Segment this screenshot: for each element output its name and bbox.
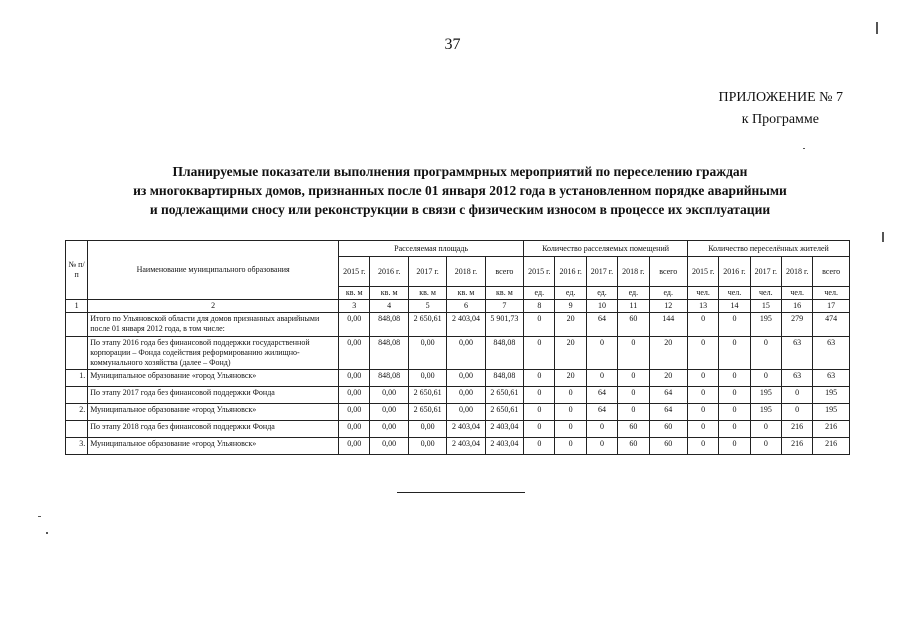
cell-value: 216: [813, 421, 850, 438]
header-group-area: Расселяемая площадь: [339, 241, 524, 257]
row-num: [66, 421, 88, 438]
cell-value: 0: [719, 337, 750, 370]
table-row: [66, 438, 850, 455]
header-year: 2018 г.: [447, 257, 485, 287]
cell-value: 0: [586, 438, 617, 455]
cell-value: 0: [524, 370, 555, 387]
row-name: Итого по Ульяновской области для домов признанных аварийными после 01 января 2012 года, в том числе:: [88, 313, 339, 337]
appendix-title: ПРИЛОЖЕНИЕ № 7: [718, 90, 843, 105]
header-unit: кв. м: [339, 287, 370, 300]
cell-value: 195: [750, 313, 781, 337]
header-unit: ед.: [524, 287, 555, 300]
cell-value: 64: [586, 313, 617, 337]
cell-value: 0: [687, 438, 718, 455]
cell-value: 64: [586, 387, 617, 404]
header-unit: кв. м: [370, 287, 408, 300]
cell-value: 60: [618, 438, 649, 455]
cell-value: 63: [782, 337, 813, 370]
cell-value: 60: [618, 421, 649, 438]
cell-value: 2 650,61: [408, 387, 446, 404]
index-cell: 14: [719, 300, 750, 313]
cell-value: 0: [719, 370, 750, 387]
header-unit: чел.: [813, 287, 850, 300]
cell-value: 2 403,04: [447, 421, 485, 438]
row-name: По этапу 2016 года без финансовой поддержки государственной корпорации – Фонда содействия реформированию жилищно-коммунального хозяйства (далее – Фонд): [88, 337, 339, 370]
cell-value: 63: [813, 337, 850, 370]
cell-value: 0: [687, 370, 718, 387]
header-year: 2017 г.: [586, 257, 617, 287]
cell-value: 0,00: [339, 370, 370, 387]
header-unit: кв. м: [408, 287, 446, 300]
cell-value: 0: [719, 313, 750, 337]
cell-value: 0: [750, 337, 781, 370]
cell-value: 2 403,04: [447, 313, 485, 337]
cell-value: 2 650,61: [485, 387, 523, 404]
header-unit: ед.: [618, 287, 649, 300]
cell-value: 0: [782, 404, 813, 421]
index-cell: 13: [687, 300, 718, 313]
header-unit: чел.: [782, 287, 813, 300]
cell-value: 0,00: [447, 387, 485, 404]
cell-value: 195: [813, 404, 850, 421]
document-title: [60, 162, 860, 219]
cell-value: 0: [719, 421, 750, 438]
cell-value: 0,00: [339, 337, 370, 370]
cell-value: 0: [687, 421, 718, 438]
cell-value: 2 650,61: [408, 313, 446, 337]
cell-value: 0: [524, 404, 555, 421]
header-year: 2015 г.: [339, 257, 370, 287]
cell-value: 0,00: [339, 404, 370, 421]
title-line: из многоквартирных домов, признанных после 01 января 2012 года в установленном порядке аварийными: [133, 183, 787, 198]
appendix-subtitle: к Программе: [741, 112, 819, 127]
scan-speck: [38, 516, 41, 517]
cell-value: 2 403,04: [447, 438, 485, 455]
cell-value: 2 650,61: [408, 404, 446, 421]
header-group-premises: Количество расселяемых помещений: [524, 241, 688, 257]
header-total: всего: [649, 257, 687, 287]
cell-value: 0: [586, 421, 617, 438]
cell-value: 64: [649, 404, 687, 421]
header-unit: чел.: [687, 287, 718, 300]
header-unit: ед.: [555, 287, 586, 300]
cell-value: 2 403,04: [485, 438, 523, 455]
cell-value: 0: [719, 387, 750, 404]
header-year: 2016 г.: [719, 257, 750, 287]
cell-value: 0: [524, 438, 555, 455]
cell-value: 144: [649, 313, 687, 337]
index-cell: 10: [586, 300, 617, 313]
row-num: 2.: [66, 404, 88, 421]
index-cell: 11: [618, 300, 649, 313]
cell-value: 0,00: [339, 438, 370, 455]
cell-value: 0: [586, 337, 617, 370]
row-name: Муниципальное образование «город Ульяновск»: [88, 438, 339, 455]
cell-value: 474: [813, 313, 850, 337]
header-group-residents: Количество переселённых жителей: [687, 241, 849, 257]
cell-value: 63: [813, 370, 850, 387]
cell-value: 20: [649, 370, 687, 387]
header-unit: ед.: [586, 287, 617, 300]
cell-value: 0,00: [447, 370, 485, 387]
cell-value: 216: [813, 438, 850, 455]
cell-value: 0,00: [339, 421, 370, 438]
row-num: 1.: [66, 370, 88, 387]
cell-value: 63: [782, 370, 813, 387]
header-unit: кв. м: [447, 287, 485, 300]
cell-value: 195: [813, 387, 850, 404]
cell-value: 0,00: [370, 438, 408, 455]
cell-value: 60: [618, 313, 649, 337]
index-cell: 17: [813, 300, 850, 313]
cell-value: 60: [649, 421, 687, 438]
header-year: 2015 г.: [687, 257, 718, 287]
cell-value: 0,00: [408, 370, 446, 387]
cell-value: 0,00: [447, 337, 485, 370]
cell-value: 0: [719, 404, 750, 421]
index-cell: 3: [339, 300, 370, 313]
cell-value: 0: [524, 313, 555, 337]
cell-value: 0: [524, 337, 555, 370]
header-year: 2017 г.: [750, 257, 781, 287]
cell-value: 195: [750, 387, 781, 404]
cell-value: 0: [687, 387, 718, 404]
table-row: [66, 313, 850, 337]
cell-value: 0: [687, 404, 718, 421]
index-cell: 4: [370, 300, 408, 313]
cell-value: 0,00: [370, 387, 408, 404]
index-cell: 16: [782, 300, 813, 313]
header-year: 2015 г.: [524, 257, 555, 287]
header-name: Наименование муниципального образования: [88, 241, 339, 300]
header-unit: ед.: [649, 287, 687, 300]
cell-value: 0: [782, 387, 813, 404]
row-num: [66, 387, 88, 404]
title-line: Планируемые показатели выполнения программрных мероприятий по переселению граждан: [172, 164, 748, 179]
cell-value: 0,00: [370, 404, 408, 421]
cell-value: 848,08: [485, 370, 523, 387]
cell-value: 0,00: [339, 387, 370, 404]
scan-speck: [803, 148, 805, 149]
row-name: Муниципальное образование «город Ульяновск»: [88, 370, 339, 387]
cell-value: 2 403,04: [485, 421, 523, 438]
row-name: По этапу 2017 года без финансовой поддержки Фонда: [88, 387, 339, 404]
table-row: [66, 387, 850, 404]
cell-value: 0: [618, 370, 649, 387]
row-num: [66, 313, 88, 337]
header-year: 2017 г.: [408, 257, 446, 287]
cell-value: 64: [586, 404, 617, 421]
cell-value: 60: [649, 438, 687, 455]
cell-value: 5 901,73: [485, 313, 523, 337]
cell-value: 20: [555, 370, 586, 387]
cell-value: 0,00: [339, 313, 370, 337]
index-cell: 1: [66, 300, 88, 313]
cell-value: 20: [649, 337, 687, 370]
cell-value: 0: [618, 337, 649, 370]
row-num: 3.: [66, 438, 88, 455]
cell-value: 0,00: [370, 421, 408, 438]
row-name: По этапу 2018 года без финансовой поддержки Фонда: [88, 421, 339, 438]
cell-value: 2 650,61: [485, 404, 523, 421]
cell-value: 0: [719, 438, 750, 455]
row-name: Муниципальное образование «город Ульяновск»: [88, 404, 339, 421]
header-unit: кв. м: [485, 287, 523, 300]
cell-value: 216: [782, 438, 813, 455]
cell-value: 195: [750, 404, 781, 421]
cell-value: 0,00: [408, 438, 446, 455]
scan-speck: [876, 22, 878, 34]
header-num: № п/п: [66, 241, 88, 300]
cell-value: 0,00: [408, 421, 446, 438]
cell-value: 0,00: [447, 404, 485, 421]
header-total: всего: [813, 257, 850, 287]
cell-value: 0: [618, 404, 649, 421]
indicators-table: [65, 240, 850, 455]
cell-value: 0: [618, 387, 649, 404]
cell-value: 0: [555, 421, 586, 438]
index-cell: 6: [447, 300, 485, 313]
cell-value: 0: [586, 370, 617, 387]
header-year: 2016 г.: [555, 257, 586, 287]
cell-value: 848,08: [370, 337, 408, 370]
index-cell: 5: [408, 300, 446, 313]
scan-speck: [882, 232, 884, 242]
cell-value: 848,08: [370, 313, 408, 337]
cell-value: 216: [782, 421, 813, 438]
cell-value: 0: [524, 387, 555, 404]
cell-value: 0: [750, 370, 781, 387]
cell-value: 64: [649, 387, 687, 404]
index-cell: 7: [485, 300, 523, 313]
scan-speck: [46, 532, 48, 534]
cell-value: 0: [687, 337, 718, 370]
row-num: [66, 337, 88, 370]
cell-value: 0: [524, 421, 555, 438]
header-year: 2016 г.: [370, 257, 408, 287]
index-cell: 8: [524, 300, 555, 313]
table-row: [66, 337, 850, 370]
header-year: 2018 г.: [782, 257, 813, 287]
cell-value: 279: [782, 313, 813, 337]
cell-value: 0: [555, 438, 586, 455]
cell-value: 848,08: [485, 337, 523, 370]
header-unit: чел.: [719, 287, 750, 300]
cell-value: 0: [750, 438, 781, 455]
page-number: 37: [444, 36, 461, 53]
closing-rule: [397, 492, 525, 493]
index-row: [66, 300, 850, 313]
cell-value: 0: [750, 421, 781, 438]
index-cell: 12: [649, 300, 687, 313]
index-cell: 9: [555, 300, 586, 313]
index-cell: 15: [750, 300, 781, 313]
title-line: и подлежащими сносу или реконструкции в связи с физическим износом в процессе их эксплуатации: [149, 202, 771, 217]
table-row: [66, 370, 850, 387]
header-year: 2018 г.: [618, 257, 649, 287]
cell-value: 848,08: [370, 370, 408, 387]
index-cell: 2: [88, 300, 339, 313]
cell-value: 20: [555, 313, 586, 337]
cell-value: 0,00: [408, 337, 446, 370]
table-row: [66, 404, 850, 421]
cell-value: 0: [687, 313, 718, 337]
header-unit: чел.: [750, 287, 781, 300]
table-row: [66, 421, 850, 438]
header-total: всего: [485, 257, 523, 287]
cell-value: 0: [555, 387, 586, 404]
cell-value: 20: [555, 337, 586, 370]
cell-value: 0: [555, 404, 586, 421]
